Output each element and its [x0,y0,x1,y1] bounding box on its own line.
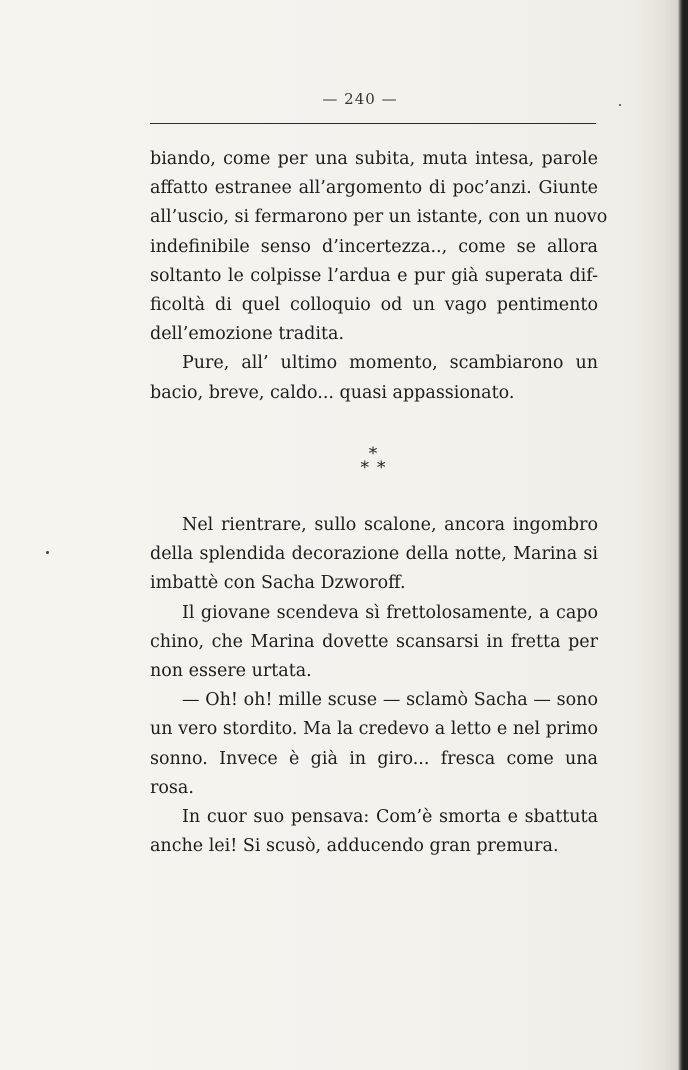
text-line: non essere urtata. [150,661,312,682]
text-line: all’uscio, si fermarono per un istante, con un nuovo [150,207,608,228]
text-line: Nel rientrare, sullo scalone, ancora ingombro [182,515,598,535]
text-line: imbattè con Sacha Dzworoff. [150,573,406,594]
paragraph-block-2 [150,511,598,861]
text-line: dell’emozione tradita. [150,324,345,345]
text-line: un vero stordito. Ma la credevo a letto e nel primo [150,719,598,740]
paper-speck [46,551,49,554]
header-rule [150,123,596,124]
text-line: In cuor suo pensava: Com’è smorta e sbattuta [182,807,598,828]
paper-speck [619,104,621,106]
page-edge-shadow [678,0,688,1070]
text-line: sonno. Invece è già in giro... fresca come una [150,748,598,769]
text-line: biando, come per una subita, muta intesa, parole [150,149,598,169]
text-line: — Oh! oh! mille scuse — sclamò Sacha — sono [182,690,598,711]
text-line: indefinibile senso d’incertezza.., come se allora [150,236,598,257]
text-line: affatto estranee all’argomento di poc’anzi. Giunte [150,178,598,199]
text-line: ficoltà di quel colloquio od un vago pentimento [150,295,598,316]
asterism-top-star: * [368,444,378,464]
page-number: — 240 — [322,90,398,108]
text-line: anche lei! Si scusò, adducendo gran premura. [150,836,559,857]
asterism-right-star: * [377,458,386,478]
paragraph-block-1 [150,145,608,408]
text-line: rosa. [150,777,194,798]
text-line: chino, che Marina dovette scansarsi in fretta per [150,631,598,652]
asterism-left-star: * [360,458,369,478]
text-line: bacio, breve, caldo... quasi appassionato. [150,382,515,403]
text-line: della splendida decorazione della notte, Marina si [150,544,598,565]
asterism-bottom-row [0,458,688,478]
text-line: Pure, all’ ultimo momento, scambiarono un [182,353,598,374]
section-break-asterism [0,444,688,478]
text-line: soltanto le colpisse l’ardua e pur già superata dif- [150,265,598,286]
text-line: Il giovane scendeva sì frettolosamente, a capo [182,602,598,623]
